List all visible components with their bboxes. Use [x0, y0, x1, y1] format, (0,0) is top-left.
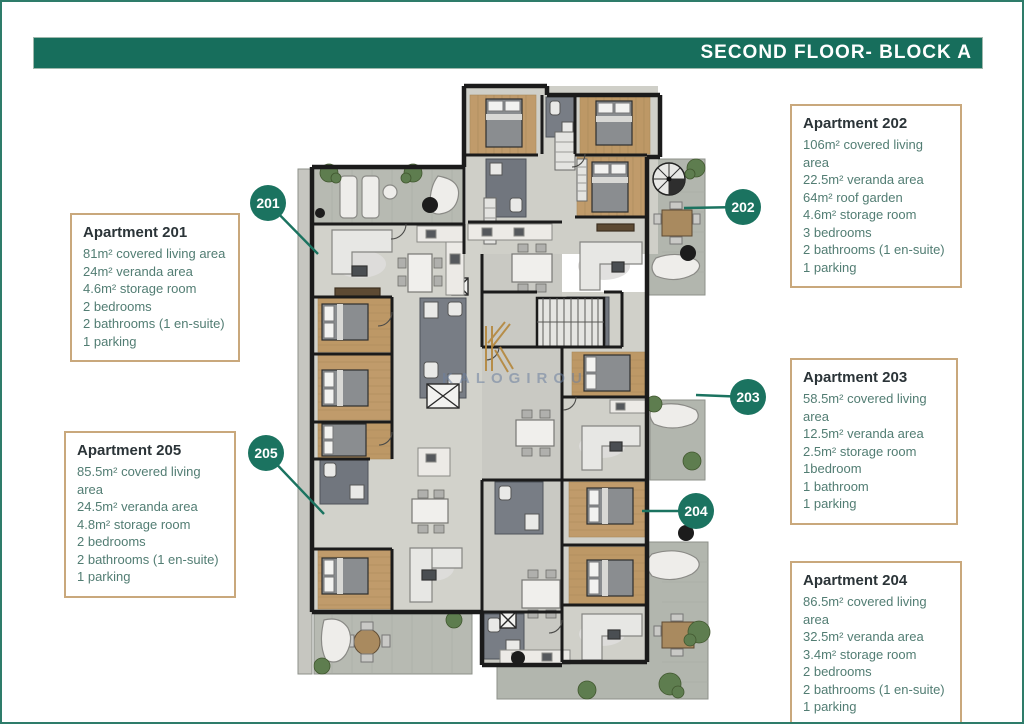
plan-marker-204: 204	[678, 493, 714, 529]
spec-line: 1 parking	[803, 699, 857, 714]
spec-line: 32.5m² veranda area	[803, 629, 924, 644]
spec-line: 1 bathroom	[803, 478, 869, 494]
spec-line: 2 bathrooms (1 en-suite)	[803, 242, 945, 257]
spec-line: 3 bedrooms	[803, 224, 872, 240]
spec-line: 4.6m² storage room	[83, 281, 197, 296]
spec-line: 4.8m² storage room	[77, 516, 191, 532]
spec-line: 2 bathrooms (1 en-suite)	[803, 681, 945, 697]
spec-line: 22.5m² veranda area	[803, 172, 924, 187]
spec-line: 4.6m² storage room	[803, 207, 917, 222]
spec-line: 85.5m² covered living area	[77, 464, 201, 497]
spec-line: 2 bedrooms	[803, 664, 872, 679]
spec-line: 1 parking	[803, 259, 857, 275]
spec-line: 1 parking	[77, 569, 131, 584]
apartment-205-title: Apartment 205	[77, 442, 182, 459]
spec-line: 24m² veranda area	[83, 263, 193, 279]
spec-line: 2 bathrooms (1 en-suite)	[77, 551, 219, 567]
apartment-204-title: Apartment 204	[803, 572, 908, 589]
spec-line: 1 parking	[803, 496, 857, 511]
spec-line: 2 bedrooms	[83, 298, 152, 314]
spec-line: 58.5m² covered living area	[803, 391, 927, 424]
spec-line: 12.5m² veranda area	[803, 426, 924, 441]
spec-line: 1bedroom	[803, 461, 862, 476]
plan-marker-203: 203	[730, 379, 766, 415]
plan-marker-205: 205	[248, 435, 284, 471]
staircase	[537, 298, 604, 347]
spec-line: 64m² roof garden	[803, 189, 903, 205]
floor-plan-drawing	[2, 2, 1024, 724]
spiral-stair	[653, 163, 685, 195]
spec-line: 81m² covered living area	[83, 246, 226, 261]
plan-marker-201: 201	[250, 185, 286, 221]
watermark-text: KALOGIROU	[442, 370, 588, 387]
spec-line: 24.5m² veranda area	[77, 499, 198, 514]
plan-marker-202: 202	[725, 189, 761, 225]
apartment-203-title: Apartment 203	[803, 369, 908, 386]
apartment-201-title: Apartment 201	[83, 224, 188, 241]
spec-line: 2.5m² storage room	[803, 443, 917, 459]
spec-line: 2 bedrooms	[77, 534, 146, 549]
apartment-202-title: Apartment 202	[803, 115, 908, 132]
spec-line: 86.5m² covered living area	[803, 594, 927, 627]
spec-line: 106m² covered living area	[803, 137, 923, 170]
spec-line: 3.4m² storage room	[803, 646, 917, 662]
spec-line: 1 parking	[83, 333, 137, 349]
spec-line: 2 bathrooms (1 en-suite)	[83, 316, 225, 331]
page-title: SECOND FLOOR- BLOCK A	[700, 42, 972, 63]
